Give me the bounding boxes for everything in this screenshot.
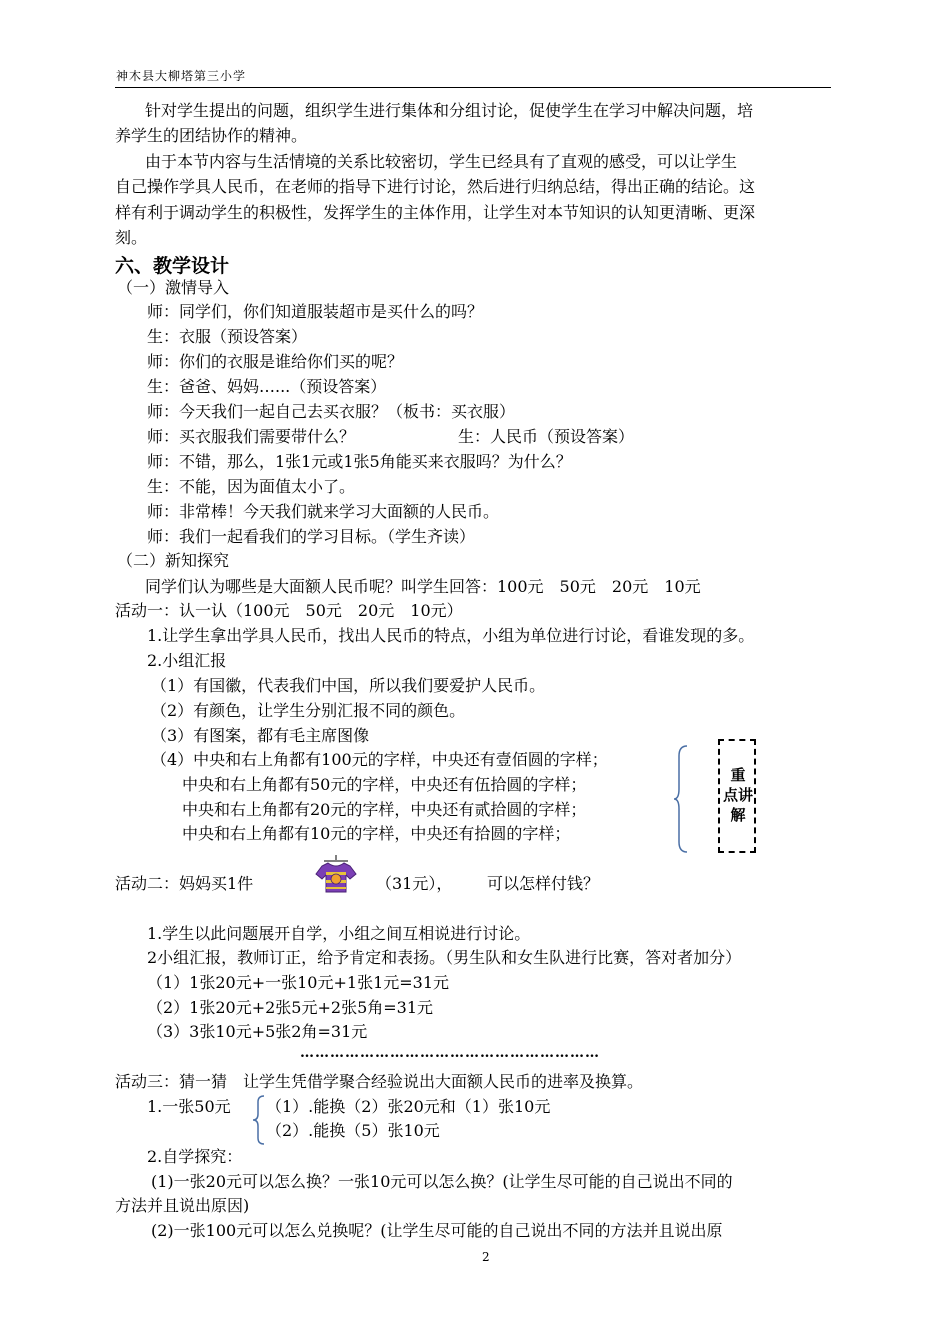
activity2-price: （31元），: [376, 874, 453, 893]
activity3-option: （1）.能换（2）张20元和（1）张10元: [266, 1097, 551, 1116]
activity1-step2: 2.小组汇报: [147, 651, 227, 670]
header-school-name: 神木县大柳塔第三小学: [116, 69, 247, 83]
dialog-line: 师：不错，那么，1张1元或1张5角能买来衣服吗？为什么？: [147, 452, 572, 471]
tshirt-icon: [314, 852, 358, 896]
dialog-line: 生：爸爸、妈妈…...（预设答案）: [147, 377, 387, 396]
header-rule: [115, 87, 831, 88]
activity1-item: （3）有图案，都有毛主席图像: [151, 726, 370, 745]
dialog-line: 师：同学们，你们知道服装超市是买什么的吗？: [147, 302, 484, 321]
dialog-line: 师：非常棒！今天我们就来学习大面额的人民币。: [147, 502, 500, 521]
activity1-item: （1）有国徽，代表我们中国，所以我们要爱护人民币。: [151, 676, 546, 695]
activity2-step2: 2小组汇报，教师订正，给予肯定和表扬。（男生队和女生队进行比赛，答对者加分）: [147, 948, 742, 967]
activity1-item: 中央和右上角都有10元的字样，中央还有拾圆的字样；: [182, 824, 571, 843]
dialog-line: 师：你们的衣服是谁给你们买的呢？: [147, 352, 404, 371]
curly-brace-icon: [673, 744, 689, 854]
intro-p2-line2: 自己操作学具人民币，在老师的指导下进行讨论，然后进行归纳总结，得出正确的结论。这: [115, 177, 756, 196]
dialog-line: 生：衣服（预设答案）: [147, 327, 308, 346]
activity2-answer: （1）1张20元+一张10元+1张1元=31元: [147, 973, 450, 992]
dialog-line: 生：不能，因为面值太小了。: [147, 477, 356, 496]
dotted-divider: ……………………………………………………: [300, 1045, 600, 1061]
activity3-question: 方法并且说出原因): [115, 1196, 250, 1215]
intro-p1-line1: 针对学生提出的问题，组织学生进行集体和分组讨论，促使学生在学习中解决问题，培: [145, 101, 754, 120]
dialog-line: 师：买衣服我们需要带什么？: [147, 427, 356, 446]
intro-p2-line3: 样有利于调动学生的积极性，发挥学生的主体作用，让学生对本节知识的认知更清晰、更深: [115, 203, 756, 222]
activity2-answer: （3）3张10元+5张2角=31元: [147, 1022, 368, 1041]
page-number: 2: [482, 1250, 490, 1264]
activity1-title: 活动一：认一认（100元 50元 20元 10元）: [115, 601, 463, 620]
curly-brace-icon: [252, 1094, 266, 1146]
intro-p1-line2: 养学生的团结协作的精神。: [115, 126, 308, 145]
activity1-step1: 1.让学生拿出学具人民币，找出人民币的特点，小组为单位进行讨论，看谁发现的多。: [147, 626, 755, 645]
activity3-step2: 2.自学探究：: [147, 1147, 243, 1166]
activity2-question: 可以怎样付钱？: [487, 874, 600, 893]
activity1-item: 中央和右上角都有20元的字样，中央还有贰拾圆的字样；: [182, 800, 587, 819]
part2-title: （二）新知探究: [117, 551, 230, 570]
dialog-line: 师：我们一起看我们的学习目标。（学生齐读）: [147, 527, 476, 546]
activity3-option: （2）.能换（5）张10元: [266, 1121, 440, 1140]
activity2-step1: 1.学生以此问题展开自学，小组之间互相说进行讨论。: [147, 924, 531, 943]
intro-p2-line4: 刻。: [115, 228, 148, 247]
activity2-answer: （2）1张20元+2张5元+2张5角=31元: [147, 998, 434, 1017]
intro-p2-line1: 由于本节内容与生活情境的关系比较密切，学生已经具有了直观的感受，可以让学生: [145, 152, 738, 171]
activity1-item: （2）有颜色，让学生分别汇报不同的颜色。: [151, 701, 466, 720]
part2-ask: 同学们认为哪些是大面额人民币呢？叫学生回答：100元 50元 20元 10元: [145, 577, 701, 596]
activity2-title: 活动二：妈妈买1件: [115, 874, 254, 893]
activity1-item: 中央和右上角都有50元的字样，中央还有伍拾圆的字样；: [182, 775, 587, 794]
activity1-item: （4）中央和右上角都有100元的字样，中央还有壹佰圆的字样；: [151, 750, 608, 769]
dialog-answer: 生：人民币（预设答案）: [458, 427, 635, 446]
dialog-line: 师：今天我们一起自己去买衣服？（板书：买衣服）: [147, 402, 516, 421]
part1-title: （一）激情导入: [117, 278, 230, 297]
activity3-question: (2)一张100元可以怎么兑换呢？(让学生尽可能的自己说出不同的方法并且说出原: [151, 1221, 723, 1240]
activity3-question: (1)一张20元可以怎么换？一张10元可以怎么换？(让学生尽可能的自己说出不同的: [151, 1172, 733, 1191]
key-point-label: 重 点讲解: [723, 766, 754, 824]
activity3-step1: 1.一张50元: [147, 1097, 231, 1116]
activity3-title: 活动三：猜一猜 让学生凭借学聚合经验说出大面额人民币的进率及换算。: [115, 1072, 644, 1091]
key-point-box: [718, 739, 756, 853]
section-title: 六、教学设计: [115, 255, 230, 277]
